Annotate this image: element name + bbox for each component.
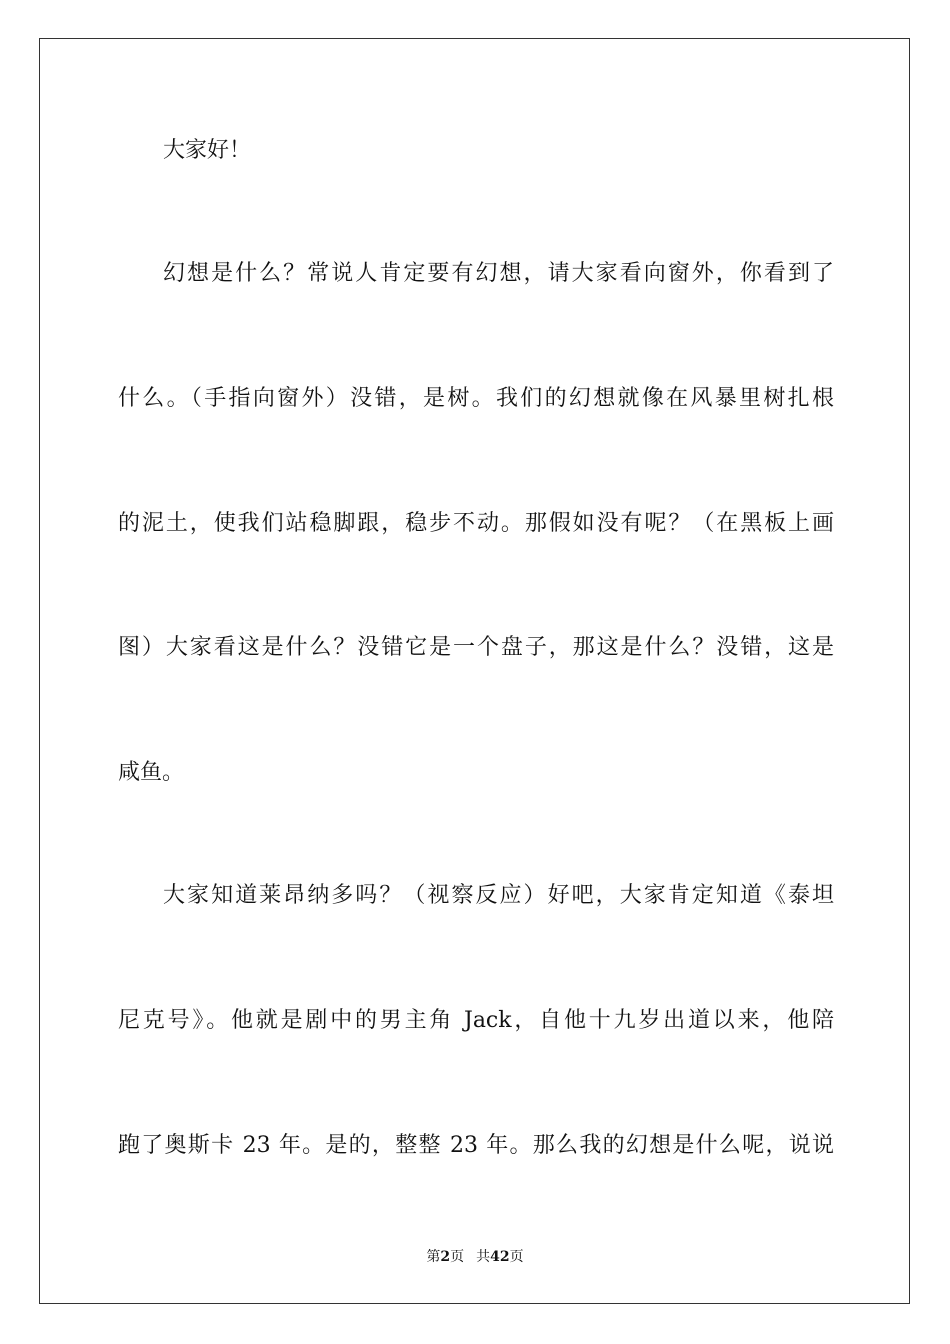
page-footer — [0, 1248, 950, 1266]
text-line-5: 咸鱼。 — [118, 760, 185, 785]
footer-page-prefix: 第 — [426, 1249, 441, 1265]
text-line-1: 幻想是什么？常说人肯定要有幻想，请大家看向窗外，你看到了 — [163, 261, 834, 286]
text-line-8: 跑了奥斯卡 23 年。是的，整整 23 年。那么我的幻想是什么呢，说说 — [118, 1133, 834, 1158]
text-line-7: 尼克号》。他就是剧中的男主角 Jack，自他十九岁出道以来，他陪 — [118, 1008, 834, 1033]
footer-total-pages: 42 — [490, 1249, 510, 1265]
text-line-3: 的泥土，使我们站稳脚跟，稳步不动。那假如没有呢？（在黑板上画 — [118, 511, 834, 536]
text-line-6: 大家知道莱昂纳多吗？（视察反应）好吧，大家肯定知道《泰坦 — [163, 883, 834, 908]
footer-total-prefix: 共 — [476, 1249, 491, 1265]
text-line-2: 什么。（手指向窗外）没错，是树。我们的幻想就像在风暴里树扎根 — [118, 386, 834, 411]
text-line-4: 图）大家看这是什么？没错它是一个盘子，那这是什么？没错，这是 — [118, 635, 834, 660]
footer-page-suffix: 页 — [450, 1249, 465, 1265]
page-border — [39, 38, 910, 1304]
footer-total-suffix: 页 — [509, 1249, 524, 1265]
greeting-line: 大家好！ — [163, 138, 252, 163]
footer-page-number: 2 — [440, 1249, 451, 1265]
